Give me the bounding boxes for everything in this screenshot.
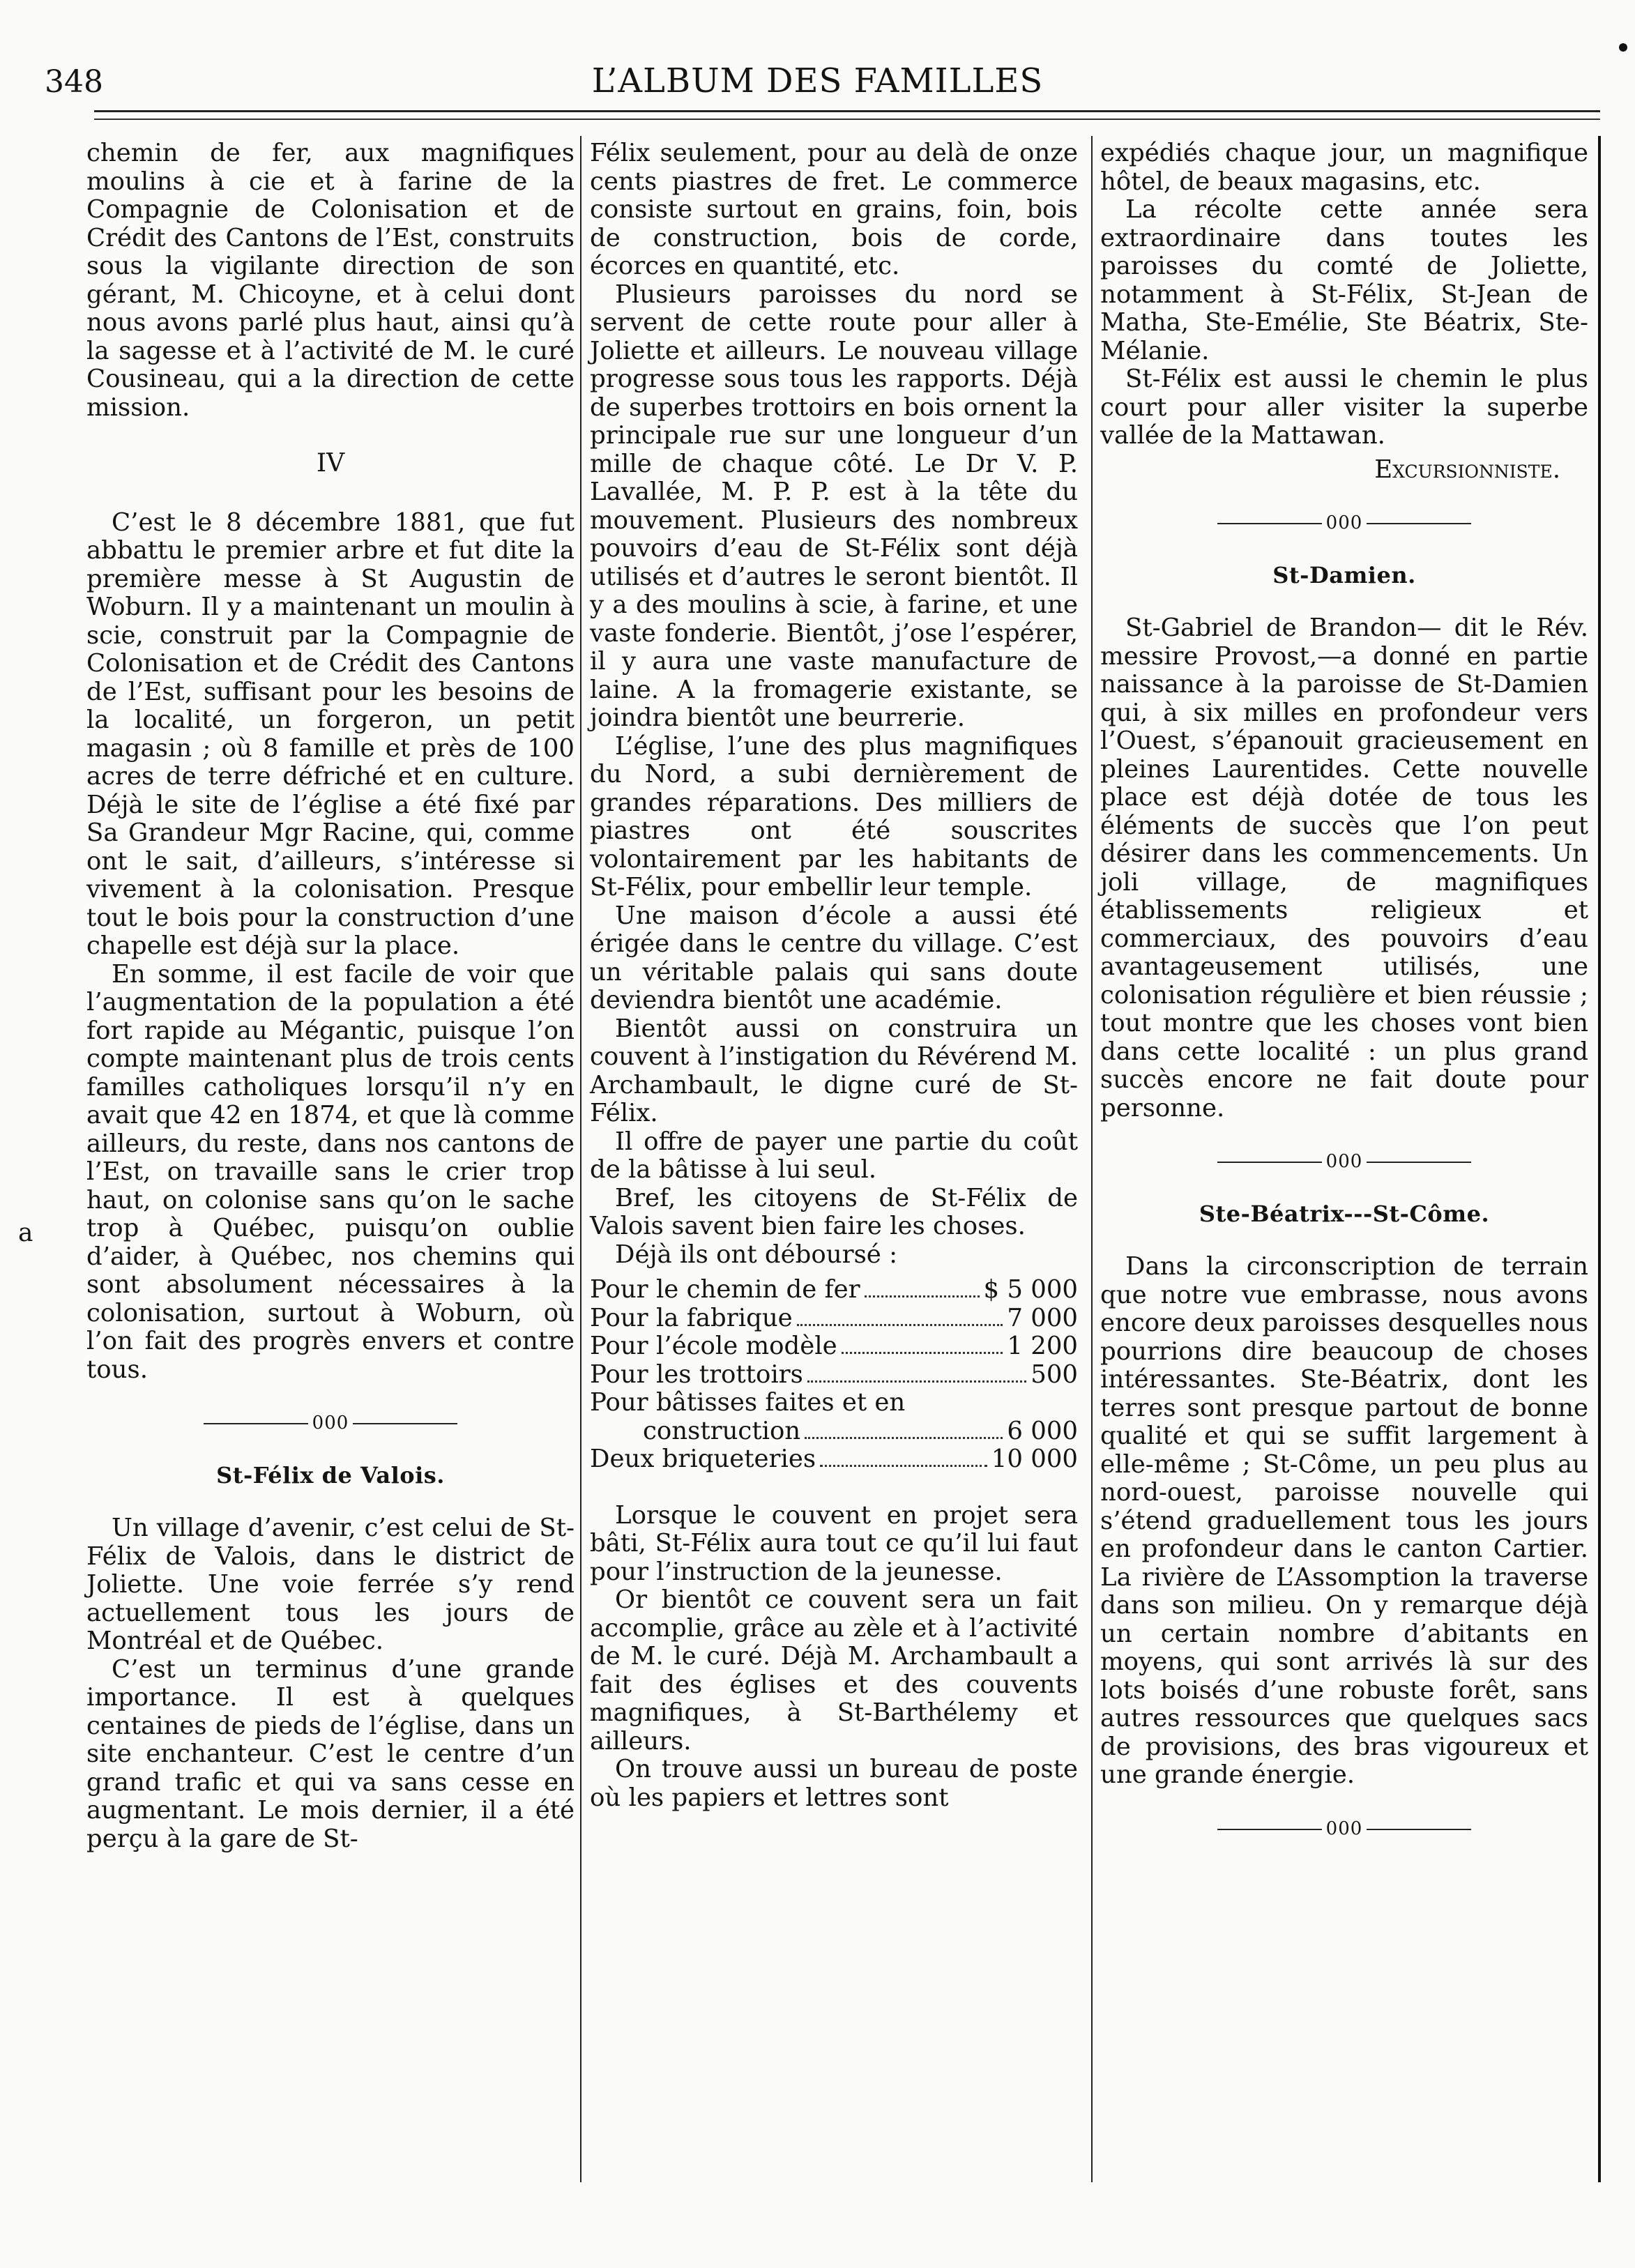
paragraph: Lorsque le couvent en projet sera bâti, St-Félix aura tout ce qu’il lui faut pour l’instruction de la jeunesse.	[590, 1500, 1078, 1586]
section-heading: Ste-Béatrix---St-Côme.	[1199, 1200, 1490, 1227]
paragraph: L’église, l’une des plus magnifiques du Nord, a subi dernièrement de grandes réparations. Des milliers de piastres ont été souscrites volontairement par les habitants de St-Félix, pour embellir leur temple.	[590, 731, 1078, 901]
header-rule	[94, 110, 1600, 112]
column-divider-2	[1091, 136, 1093, 2182]
ledger-row	[590, 1389, 1078, 1417]
paragraph: C’est le 8 décembre 1881, que fut abbattu le premier arbre et fut dite la première messe à St Augustin de Woburn. Il y a maintenant un moulin à scie, construit par la Compagnie de Colonisation et de Crédit des Cantons de l’Est, suffisant pour les besoins de la localité, un forgeron, un petit magasin ; où 8 famille et près de 100 acres de terre défriché et en culture. Déjà le site de l’église a été fixé par Sa Grandeur Mgr Racine, qui, comme ont le sait, d’ailleurs, s’intéresse si vivement à la colonisation. Presque tout le bois pour la construction d’une chapelle est déjà sur la place.	[86, 508, 575, 960]
separator-text: 000	[1325, 512, 1363, 533]
running-title: L’ALBUM DES FAMILLES	[591, 61, 1044, 100]
ledger-amount: 7 000	[1007, 1303, 1078, 1332]
paragraph: Il offre de payer une partie du coût de la bâtisse à lui seul.	[590, 1127, 1078, 1184]
paragraph: chemin de fer, aux magnifiques moulins à cie et à farine de la Compagnie de Colonisation et de Crédit des Cantons de l’Est, construits sous la vigilante direction de son gérant, M. Chicoyne, et à celui dont nous avons parlé plus haut, ainsi qu’à la sagesse et à l’activité de M. le curé Cousineau, qui a la direction de cette mission.	[86, 139, 575, 422]
ledger-amount: $ 5 000	[983, 1275, 1078, 1304]
paragraph: C’est un terminus d’une grande importance. Il est à quelques centaines de pieds de l’église, dans un site enchanteur. C’est le centre d’un grand trafic et qui va sans cesse en augmentant. Le mois dernier, il a été perçu à la gare de St-	[86, 1654, 575, 1853]
paragraph: En somme, il est facile de voir que l’augmentation de la population a été fort rapide au Mégantic, puisque l’on compte maintenant plus de trois cents familles catholiques lorsqu’il n’y en avait que 42 en 1874, et que là comme ailleurs, du reste, dans nos cantons de l’Est, on travaille sans le crier trop haut, on colonise sans qu’on le sache trop à Québec, puisqu’on oublie d’aider, à Québec, nos chemins qui sont absolument nécessaires à la colonisation, surtout à Woburn, où l’on fait des progrès envers et contre tous.	[86, 959, 575, 1384]
signature: Excursionniste.	[1374, 455, 1560, 484]
page-number: 348	[45, 64, 103, 100]
ledger-label: Pour les trottoirs	[590, 1360, 803, 1389]
ledger-row	[590, 1276, 1078, 1304]
ledger-label: Pour le chemin de fer	[590, 1275, 860, 1304]
ledger-row	[590, 1304, 1078, 1333]
paragraph: Plusieurs paroisses du nord se servent de cette route pour aller à Joliette et ailleurs. Le nouveau village progresse sous tous les rapports. Déjà de superbes trottoirs en bois ornent la principale rue sur une longueur d’un mille de chaque côté. Le Dr V. P. Lavallée, M. P. P. est à la tête du mouvement. Plusieurs des nombreux pouvoirs d’eau de St-Félix sont déjà utilisés et d’autres le seront bientôt. Il y a des moulins à scie, à farine, et une vaste fonderie. Bientôt, j’ose l’espérer, il y aura une vaste manufacture de laine. A la fromagerie existante, se joindra bientôt une beurrerie.	[590, 280, 1078, 732]
paragraph: Félix seulement, pour au delà de onze cents piastres de fret. Le commerce consiste surtout en grains, foin, bois de construction, bois de corde, écorces en quantité, etc.	[590, 139, 1078, 280]
column-3	[1100, 139, 1588, 1866]
section-heading: St-Damien.	[1272, 561, 1416, 588]
page-edge-rule	[1598, 136, 1601, 2182]
margin-mark: a	[18, 1219, 33, 1247]
separator-text: 000	[1325, 1151, 1363, 1172]
paragraph: Déjà ils ont déboursé :	[615, 1240, 898, 1269]
expense-ledger	[590, 1276, 1078, 1474]
header-rule-lower	[94, 119, 1600, 120]
section-number: IV	[316, 449, 345, 478]
ledger-label: Pour bâtisses faites et en	[590, 1388, 906, 1417]
ledger-label: Pour l’école modèle	[590, 1332, 837, 1360]
paragraph: Un village d’avenir, c’est celui de St-Félix de Valois, dans le district de Joliette. Une voie ferrée s’y rend actuellement tous les jours de Montréal et de Québec.	[86, 1514, 575, 1655]
paragraph: Dans la circonscription de terrain que notre vue embrasse, nous avons encore deux paroisses desquelles nous pourrions dire beaucoup de choses intéressantes. Ste-Béatrix, dont les terres sont presque partout de bonne qualité et qui se suffit largement à elle-même ; St-Côme, un peu plus au nord-ouest, paroisse nouvelle qui s’étend graduellement tous les jours en profondeur dans le canton Cartier. La rivière de L’Assomption la traverse dans son milieu. On y remarque déjà un certain nombre d’abitants en moyens, qui sont arrivés là sur des lots boisés d’une robuste forêt, sans autres ressources que quelques sacs de provisions, des bras vigoureux et une grande énergie.	[1100, 1252, 1588, 1789]
ledger-amount: 1 200	[1007, 1332, 1078, 1360]
paragraph: On trouve aussi un bureau de poste où les papiers et lettres sont	[590, 1755, 1078, 1812]
column-1	[86, 139, 575, 1853]
ledger-amount: 10 000	[991, 1445, 1078, 1473]
column-divider-1	[580, 136, 581, 2182]
paragraph: La récolte cette année sera extraordinaire dans toutes les paroisses du comté de Joliette, notamment à St-Félix, St-Jean de Matha, Ste-Emélie, Ste Béatrix, Ste-Mélanie.	[1100, 195, 1588, 365]
separator	[1100, 509, 1588, 538]
section-heading: St-Félix de Valois.	[216, 1461, 445, 1489]
ledger-row	[590, 1417, 1078, 1446]
paragraph: St-Gabriel de Brandon— dit le Rév. messire Provost,—a donné en partie naissance à la paroisse de St-Damien qui, à six milles en profondeur vers l’Ouest, s’épanouit gracieusement en pleines Laurentides. Cette nouvelle place est déjà dotée de tous les éléments de succès que l’on peut désirer dans les commencements. Un joli village, de magnifiques établissements religieux et commerciaux, des pouvoirs d’eau avantageusement utilisés, une colonisation régulière et bien réussie ; tout montre que les choses vont bien dans cette localité : un plus grand succès encore ne fait doute pour personne.	[1100, 614, 1588, 1122]
paragraph: Or bientôt ce couvent sera un fait accomplie, grâce au zèle et à l’activité de M. le curé. Déjà M. Archambault a fait des églises et des couvents magnifiques, à St-Barthélemy et ailleurs.	[590, 1585, 1078, 1756]
separator	[1100, 1815, 1588, 1843]
paragraph: Bref, les citoyens de St-Félix de Valois savent bien faire les choses.	[590, 1183, 1078, 1240]
separator-text: 000	[312, 1413, 349, 1433]
margin-dot	[1619, 43, 1627, 52]
separator	[86, 1409, 575, 1438]
paragraph: Une maison d’école a aussi été érigée dans le centre du village. C’est un véritable palais qui sans doute deviendra bientôt une académie.	[590, 901, 1078, 1014]
paragraph: St-Félix est aussi le chemin le plus court pour aller visiter la superbe vallée de la Mattawan.	[1100, 365, 1588, 450]
ledger-label-continued: construction	[643, 1416, 801, 1445]
column-2	[590, 139, 1078, 1812]
ledger-row	[590, 1332, 1078, 1361]
paragraph: expédiés chaque jour, un magnifique hôtel, de beaux magasins, etc.	[1100, 139, 1588, 196]
separator	[1100, 1148, 1588, 1176]
ledger-amount: 6 000	[1007, 1416, 1078, 1445]
ledger-label: Pour la fabrique	[590, 1303, 793, 1332]
ledger-label: Deux briqueteries	[590, 1445, 816, 1473]
ledger-row	[590, 1445, 1078, 1474]
ledger-amount: 500	[1031, 1360, 1078, 1389]
separator-text: 000	[1325, 1818, 1363, 1839]
ledger-row	[590, 1361, 1078, 1390]
paragraph: Bientôt aussi on construira un couvent à l’instigation du Révérend M. Archambault, le digne curé de St-Félix.	[590, 1014, 1078, 1127]
